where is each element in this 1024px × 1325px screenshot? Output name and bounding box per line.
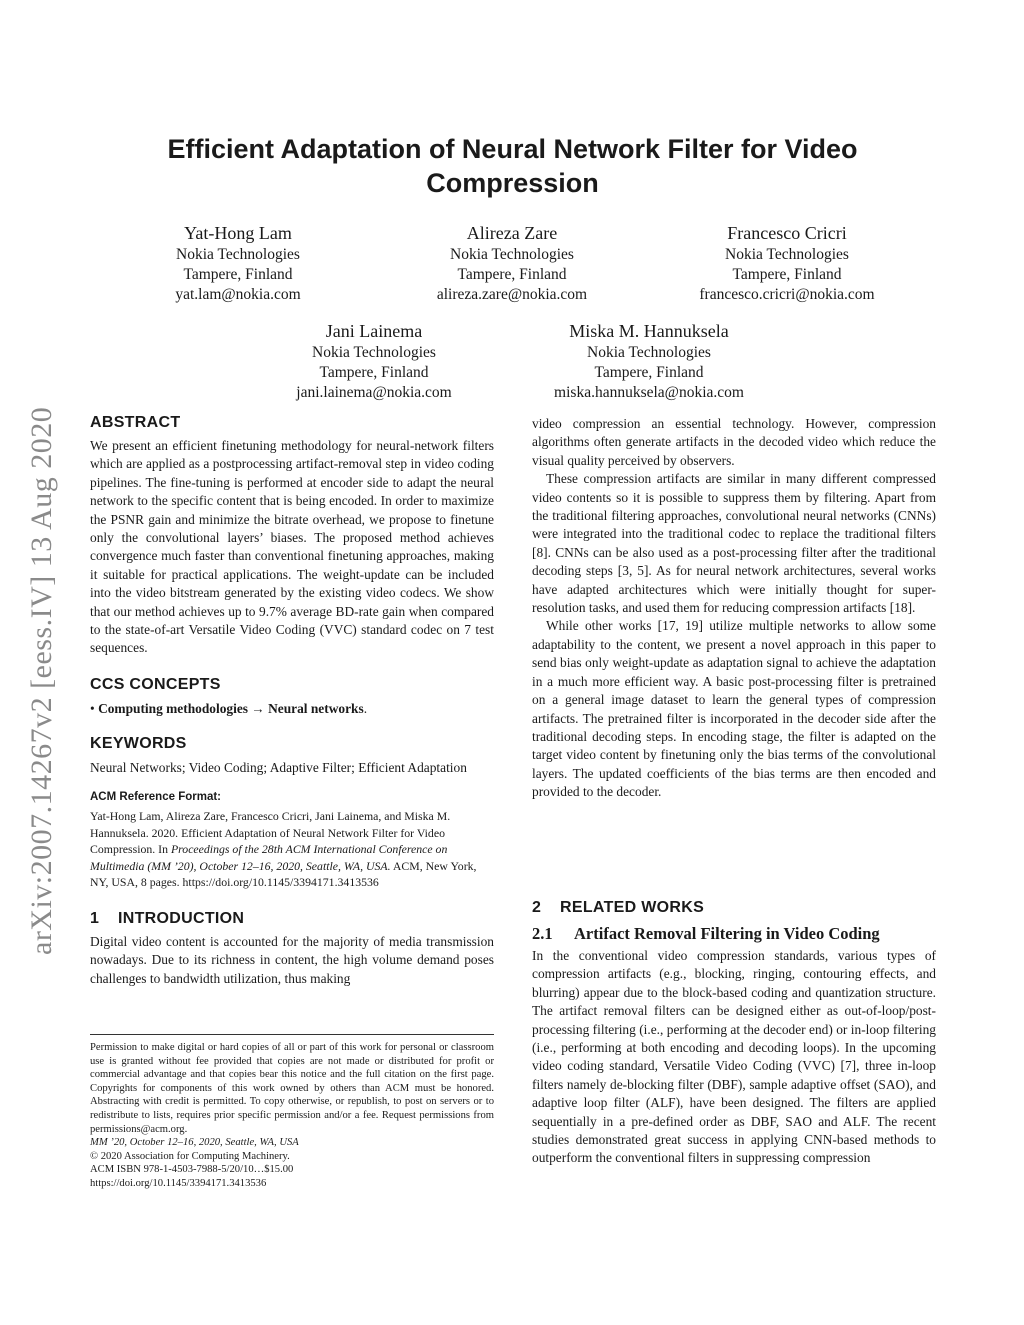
keywords-text: Neural Networks; Video Coding; Adaptive Filter; Efficient Adaptation xyxy=(90,760,467,776)
author-affiliation: Nokia Technologies xyxy=(725,246,849,263)
author-email[interactable]: jani.lainema@nokia.com xyxy=(296,384,452,401)
ccs-term-1: Computing methodologies xyxy=(98,700,248,716)
ccs-arrow: → xyxy=(251,700,265,716)
doi-link[interactable]: https://doi.org/10.1145/3394171.3413536 xyxy=(90,1177,267,1189)
author-name: Alireza Zare xyxy=(466,223,558,243)
venue-line: MM ’20, October 12–16, 2020, Seattle, WA, USA xyxy=(90,1137,299,1149)
author-name: Francesco Cricri xyxy=(727,223,847,243)
author-block xyxy=(657,222,917,305)
left-column xyxy=(90,413,494,988)
keywords-heading: KEYWORDS xyxy=(90,735,187,753)
section-1-heading: 1 INTRODUCTION xyxy=(90,910,245,928)
author-affiliation: Nokia Technologies xyxy=(176,246,300,263)
isbn-line: ACM ISBN 978-1-4503-7988-5/20/10…$15.00 xyxy=(90,1164,294,1176)
author-affiliation: Nokia Technologies xyxy=(587,344,711,361)
author-location: Tampere, Finland xyxy=(183,266,293,283)
author-block xyxy=(108,222,368,305)
author-name: Yat-Hong Lam xyxy=(184,223,292,243)
subsection-2-1-heading: 2.1 Artifact Removal Filtering in Video Coding xyxy=(532,924,880,943)
author-location: Tampere, Finland xyxy=(457,266,567,283)
author-location: Tampere, Finland xyxy=(319,364,429,381)
right-column xyxy=(532,415,936,802)
paper-title xyxy=(90,132,935,200)
right-column-sections xyxy=(532,898,936,1168)
author-block xyxy=(519,320,779,403)
paper-title-line1: Efficient Adaptation of Neural Network Filter for Video xyxy=(167,134,858,164)
arxiv-identifier: arXiv:2007.14267v2 [eess.IV] 13 Aug 2020 xyxy=(25,406,58,955)
author-affiliation: Nokia Technologies xyxy=(312,344,436,361)
paper-title-line2: Compression xyxy=(426,168,599,198)
author-location: Tampere, Finland xyxy=(594,364,704,381)
intro-paragraph-2: These compression artifacts are similar in many different compressed video contents so it is possible to suppress them by filtering. Apart from the traditional filtering approaches, convolutional neural networks (CNNs) were integrated into the traditional codec to replace the traditional filters [8]. CNNs can be also used as a post-processing filter after the traditional decoding steps [3, 5]. As for neural network architectures, several works have adapted architectures which were initially thought for super-resolution tasks, and used them for reducing compression artifacts [18]. xyxy=(532,471,936,616)
footnote-block xyxy=(90,1034,494,1191)
intro-paragraph: Digital video content is accounted for the majority of media transmission nowadays. Due to its richness in content, the high volume demand poses challenges to bandwidth utilization, thus making xyxy=(90,934,494,986)
ccs-heading: CCS CONCEPTS xyxy=(90,675,221,693)
author-email[interactable]: miska.hannuksela@nokia.com xyxy=(554,384,744,401)
acm-reference-text: Yat-Hong Lam, Alireza Zare, Francesco Cricri, Jani Lainema, and Miska M. Hannuksela. 2020. Efficient Adaptation of Neural Network Filter for Video Compression. In Proceedings of the 28th ACM International Conference on Multimedia (MM ’20), October 12–16, 2020, Seattle, WA, USA. ACM, New York, NY, USA, 8 pages. https://doi.org/10.1145/3394171.3413536 xyxy=(90,809,477,890)
intro-paragraph-continued: video compression an essential technology. However, compression algorithms often generate artifacts in the decoded video which reduce the visual quality perceived by observers. xyxy=(532,416,936,468)
author-name: Miska M. Hannuksela xyxy=(569,321,729,341)
author-email[interactable]: alireza.zare@nokia.com xyxy=(436,286,588,303)
author-email[interactable]: yat.lam@nokia.com xyxy=(175,286,301,303)
copyright-line: © 2020 Association for Computing Machinery. xyxy=(90,1150,290,1162)
author-block xyxy=(382,222,642,305)
permission-notice: Permission to make digital or hard copies of all or part of this work for personal or classroom use is granted without fee provided that copies are not made or distributed for profit or commercial advantage and that copies bear this notice and the full citation on the first page. Copyrights for components of this work owned by others than ACM must be honored. Abstracting with credit is permitted. To copy otherwise, or republish, to post on servers or to redistribute to lists, requires prior specific permission and/or a fee. Request permissions from permissions@acm.org. xyxy=(90,1042,494,1135)
acm-reference-heading: ACM Reference Format: xyxy=(90,790,221,803)
author-block xyxy=(244,320,504,403)
author-location: Tampere, Finland xyxy=(732,266,842,283)
abstract-heading: ABSTRACT xyxy=(90,414,181,431)
ccs-bullet: • xyxy=(90,700,95,716)
abstract-text: We present an efficient finetuning methodology for neural-network filters which are applied as a postprocessing artifact-removal step in video coding pipelines. The fine-tuning is performed at encoder side to adapt the neural network to the specific content that is being encoded. In order to maximize the PSNR gain and minimize the bitrate overhead, we propose to finetune only the convolutional layers’ biases. The proposed method achieves convergence much faster than conventional finetuning approaches, making it suitable for practical applications. The weight-update can be included into the video bitstream generated by the existing video codecs. We show that our method achieves up to 9.7% average BD-rate gain when compared to the state-of-art Versatile Video Coding (VVC) standard codec on 7 test sequences. xyxy=(90,438,494,656)
footnote-rule xyxy=(90,1034,494,1035)
intro-paragraph-3: While other works [17, 19] utilize multiple networks to allow some adaptability to the content, we present a novel approach in this paper to send bias only weight-update as adaptation signal to achieve the adaptation in a much more efficient way. A basic post-processing filter is pretrained on a general image dataset to learn the general types of compression artifacts. The pretrained filter is incorporated in the decoder side after the traditional decoding steps. In encoding stage, the filter is adapted on the target video content by finetuning only the bias terms of the convolutional layers. The updated coefficients of the bias terms are then encoded and provided to the decoder. xyxy=(532,618,936,800)
ccs-term-2: Neural networks xyxy=(268,700,364,716)
section-2-heading: 2 RELATED WORKS xyxy=(532,899,705,916)
author-email[interactable]: francesco.cricri@nokia.com xyxy=(699,286,875,303)
related-works-paragraph: In the conventional video compression standards, various types of compression artifacts (e.g., blocking, ringing, contouring effects, and blurring) appear due to the block-based coding and quantization structure. The artifact removal filters can be designed either as out-of-loop/post-processing filtering (i.e., performing at the decoder end) or in-loop filtering (i.e., performing at both encoding and decoding loops). In the upcoming video coding standard, Versatile Video Coding (VVC) [7], three in-loop filters namely de-blocking filter (DBF), sample adaptive offset (SAO), and adaptive loop filter (ALF), have been designed. The filters are applied sequentially in a pre-defined order as DBF, SAO and ALF. The recent studies demonstrated great success in applying CNN-based methods to outperform the conventional filters in suppressing compression xyxy=(532,948,936,1166)
author-affiliation: Nokia Technologies xyxy=(450,246,574,263)
ccs-concepts xyxy=(90,700,494,718)
author-name: Jani Lainema xyxy=(325,321,423,341)
ccs-end: . xyxy=(363,700,368,716)
